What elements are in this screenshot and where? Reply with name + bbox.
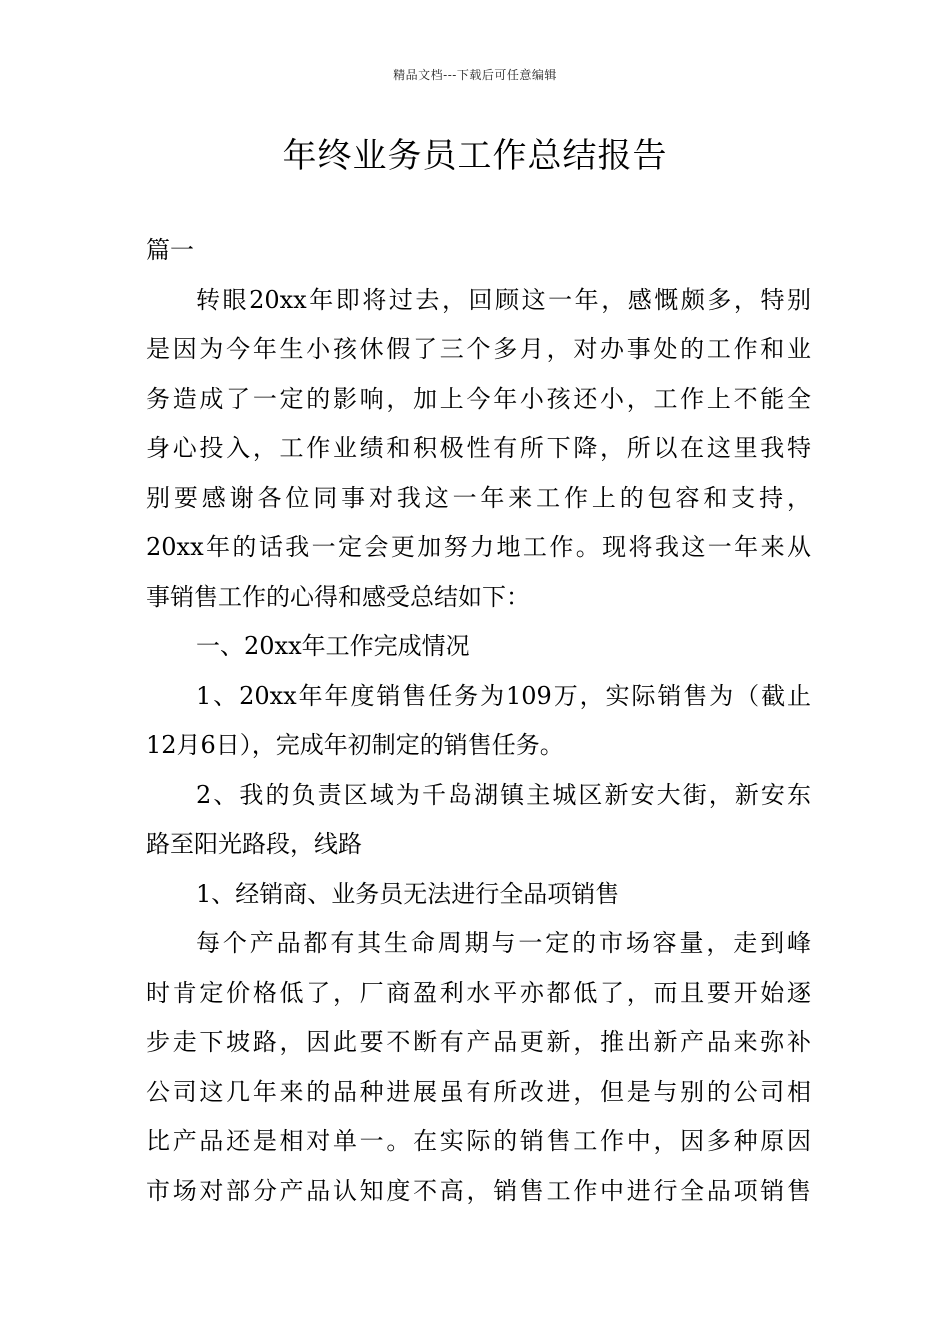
paragraph-line: 事销售工作的心得和感受总结如下： [146, 582, 530, 611]
section-heading: 一、20xx年工作完成情况 [196, 632, 470, 660]
paragraph-line: 20xx年的话我一定会更加努力地工作。现将我这一年来从 [146, 533, 811, 561]
paragraph-line: 转眼20xx年即将过去，回顾这一年，感慨颇多，特别 [196, 285, 811, 314]
paragraph-line: 12月6日），完成年初制定的销售任务。 [146, 731, 564, 759]
paragraph-line: 2、我的负责区域为千岛湖镇主城区新安大街，新安东 [196, 780, 811, 809]
paragraph-line: 每个产品都有其生命周期与一定的市场容量，走到峰 [196, 929, 811, 957]
section-heading: 1、经销商、业务员无法进行全品项销售 [196, 879, 620, 908]
paragraph-line: 比产品还是相对单一。在实际的销售工作中，因多种原因 [146, 1127, 811, 1155]
paragraph-line: 时肯定价格低了，厂商盈利水平亦都低了，而且要开始逐 [146, 978, 811, 1007]
paragraph-line: 路至阳光路段，线路 [146, 830, 362, 858]
paragraph-line: 公司这几年来的品种进展虽有所改进，但是与别的公司相 [146, 1077, 811, 1106]
paragraph-line: 是因为今年生小孩休假了三个多月，对办事处的工作和业 [146, 335, 811, 363]
document-title: 年终业务员工作总结报告 [282, 136, 668, 176]
paragraph-line: 身心投入，工作业绩和积极性有所下降，所以在这里我特 [146, 434, 811, 462]
paragraph-line: 务造成了一定的影响，加上今年小孩还小，工作上不能全 [146, 384, 811, 413]
header-note: 精品文档---下载后可任意编辑 [393, 68, 557, 82]
paragraph-line: 别要感谢各位同事对我这一年来工作上的包容和支持， [146, 483, 811, 512]
paragraph-line: 步走下坡路，因此要不断有产品更新，推出新产品来弥补 [146, 1028, 811, 1056]
document-body [146, 226, 811, 1216]
section-label: 篇一 [146, 236, 194, 264]
paragraph-line: 1、20xx年年度销售任务为109万，实际销售为（截止 [196, 681, 811, 710]
paragraph-line: 市场对部分产品认知度不高，销售工作中进行全品项销售 [146, 1176, 811, 1205]
